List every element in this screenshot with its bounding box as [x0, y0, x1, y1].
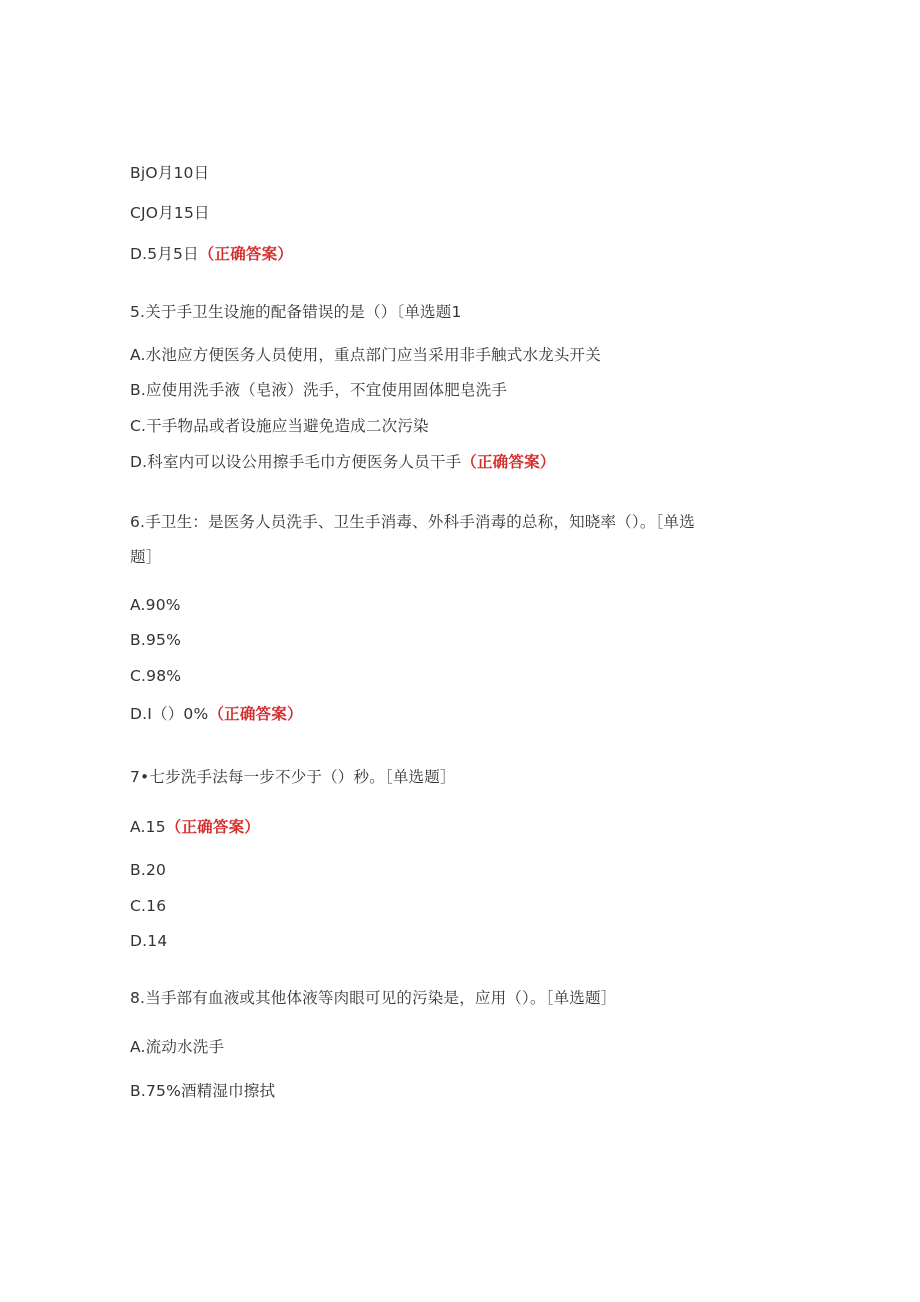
- q6-option-d: [130, 704, 303, 724]
- q5-option-c: [130, 416, 429, 436]
- q5-question: [130, 302, 462, 322]
- correct-answer-tag: （正确答案）: [208, 705, 303, 723]
- q5-option-b: [130, 380, 507, 400]
- q4-option-d: [130, 244, 293, 264]
- correct-answer-tag: （正确答案）: [198, 245, 293, 263]
- q5-option-a-text: A.水池应方便医务人员使用，重点部门应当采用非手触式水龙头开关: [130, 346, 601, 364]
- q7-option-a-text: A.15: [130, 818, 166, 836]
- q7-option-b-text: B.20: [130, 861, 167, 879]
- q4-option-c-text: CJO月15日: [130, 204, 210, 222]
- q8-option-b-text: B.75%酒精湿巾擦拭: [130, 1082, 276, 1100]
- q7-option-d-text: D.14: [130, 932, 168, 950]
- q5-option-c-text: C.干手物品或者设施应当避免造成二次污染: [130, 417, 429, 435]
- correct-answer-tag: （正确答案）: [165, 818, 260, 836]
- q7-option-c: [130, 896, 166, 916]
- q4-option-d-text: D.5月5日: [130, 245, 199, 263]
- q7-question-text: 7•七步洗手法每一步不少于（）秒。［单选题］: [130, 768, 456, 786]
- q5-option-a: [130, 345, 601, 365]
- q4-option-c: [130, 203, 210, 223]
- q6-question-line-2: [130, 547, 161, 567]
- q6-option-b-text: B.95%: [130, 631, 182, 649]
- q7-option-a: [130, 817, 260, 837]
- q6-option-d-text: D.I（）0%: [130, 705, 209, 723]
- q8-question-text: 8.当手部有血液或其他体液等肉眼可见的污染是，应用（）。［单选题］: [130, 989, 617, 1007]
- q7-option-b: [130, 860, 166, 880]
- q7-option-c-text: C.16: [130, 897, 167, 915]
- q5-option-d: [130, 452, 555, 472]
- q8-question: [130, 988, 616, 1008]
- q4-option-b-text: BjO月10日: [130, 164, 210, 182]
- q4-option-b: [130, 163, 209, 183]
- q7-question: [130, 767, 456, 787]
- q5-option-d-text: D.科室内可以设公用擦手毛巾方便医务人员干手: [130, 453, 462, 471]
- q6-question-line-1: [130, 512, 695, 532]
- q6-question-text-2: 题］: [130, 548, 162, 566]
- q5-question-text: 5.关于手卫生设施的配备错误的是（）〔单选题1: [130, 303, 462, 321]
- q6-option-a: [130, 595, 181, 615]
- q8-option-a-text: A.流动水洗手: [130, 1038, 225, 1056]
- q7-option-d: [130, 931, 167, 951]
- q8-option-b: [130, 1081, 275, 1101]
- q5-option-b-text: B.应使用洗手液（皂液）洗手，不宜使用固体肥皂洗手: [130, 381, 508, 399]
- q6-option-c: [130, 666, 181, 686]
- q6-question-text-1: 6.手卫生：是医务人员洗手、卫生手消毒、外科手消毒的总称，知晓率（）。［单选: [130, 513, 695, 531]
- q6-option-c-text: C.98%: [130, 667, 182, 685]
- q6-option-b: [130, 630, 181, 650]
- q8-option-a: [130, 1037, 224, 1057]
- q6-option-a-text: A.90%: [130, 596, 181, 614]
- correct-answer-tag: （正确答案）: [461, 453, 556, 471]
